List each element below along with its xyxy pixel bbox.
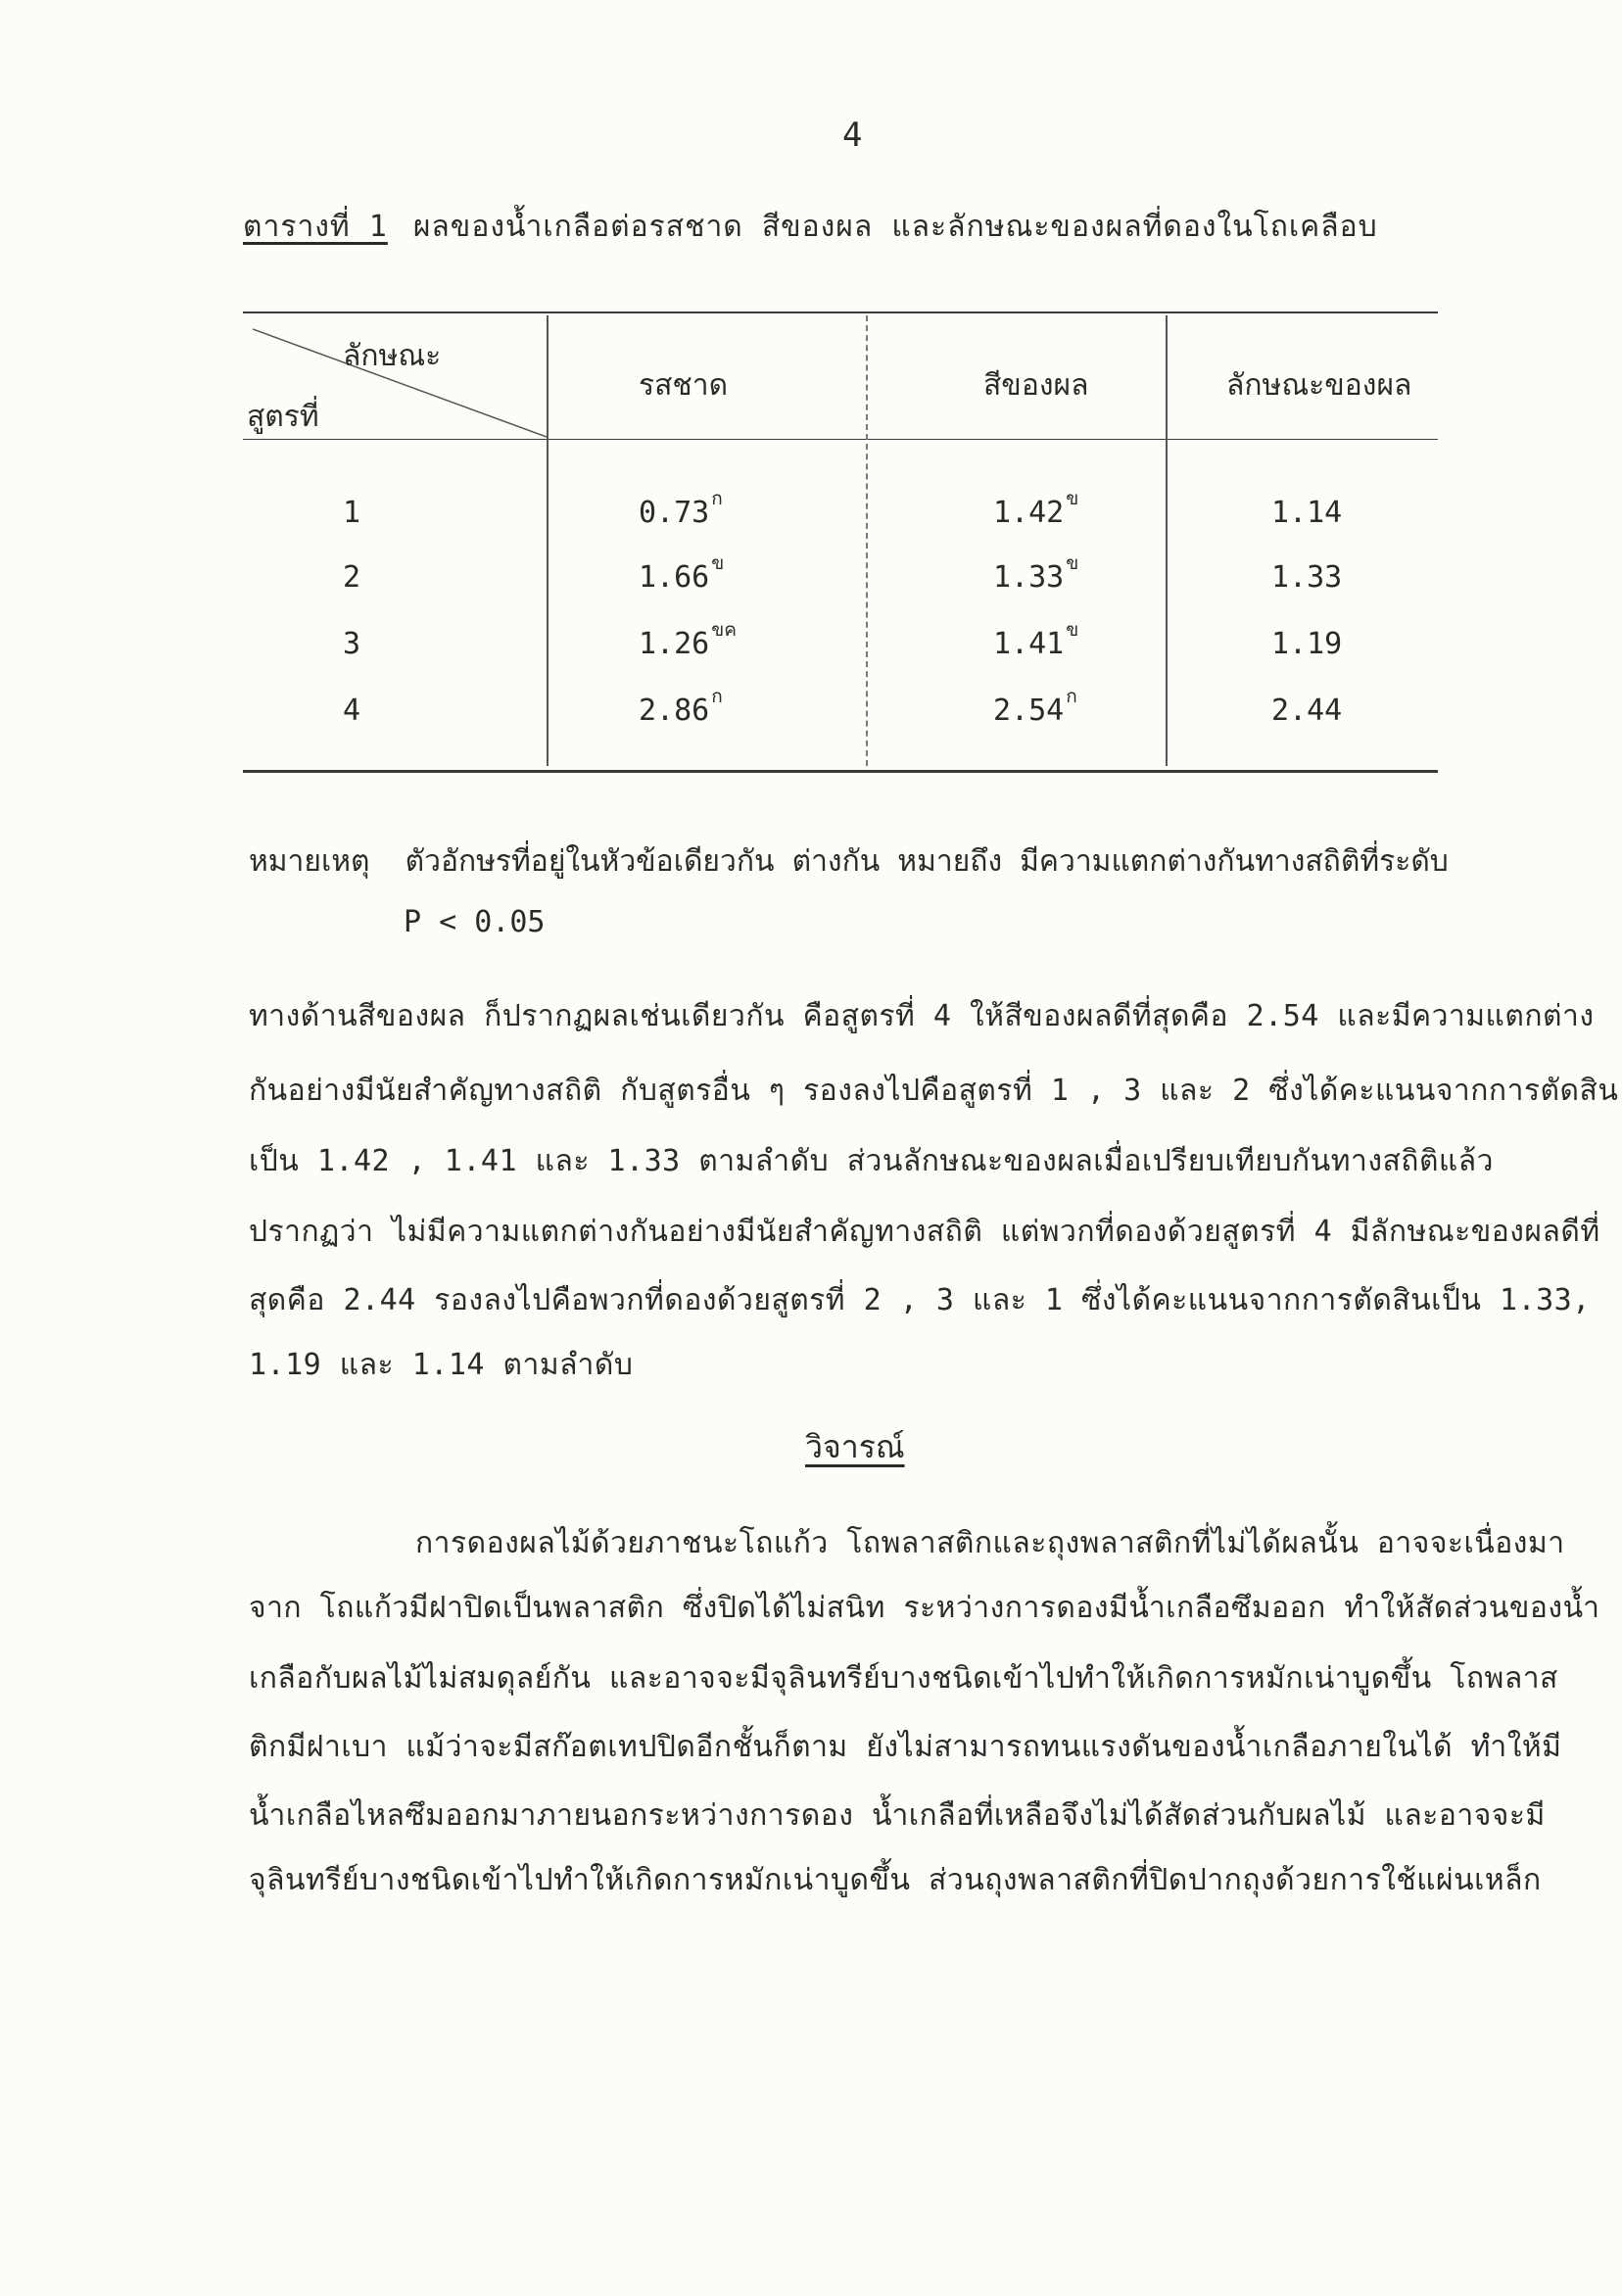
section-heading: วิจารณ์ xyxy=(805,1428,905,1465)
table-cell-taste: 2.86 $^ก$ xyxy=(639,686,723,728)
table-top-rule xyxy=(243,311,1438,313)
paragraph-line: ปรากฏว่า ไม่มีความแตกต่างกันอย่างมีนัยสำคัญทางสถิติ แต่พวกที่ดองด้วยสูตรที่ 4 มีลักษณะของผลดีที่ xyxy=(249,1215,1600,1249)
table-corner-bottom: สูตรที่ xyxy=(247,400,319,434)
significance-letter: ข xyxy=(1066,552,1079,574)
paragraph-line: 1.19 และ 1.14 ตามลำดับ xyxy=(249,1348,634,1382)
table-header-character: ลักษณะของผล xyxy=(1226,368,1412,403)
table-caption xyxy=(243,204,1378,250)
table-cell-formula: 3 xyxy=(343,627,361,661)
page-number: 4 xyxy=(842,116,863,155)
paragraph-line: จุลินทรีย์บางชนิดเข้าไปทำให้เกิดการหมักเน่าบูดขึ้น ส่วนถุงพลาสติกที่ปิดปากถุงด้วยการใช้แผ่นเหล็ก xyxy=(249,1863,1542,1897)
table-column-divider xyxy=(1166,315,1168,766)
significance-letter: ก xyxy=(711,488,723,509)
table-cell-character: 1.19 xyxy=(1271,627,1343,661)
table-cell-formula: 4 xyxy=(343,694,361,728)
table-note-value: P < 0.05 xyxy=(404,905,546,939)
significance-letter: ข xyxy=(1066,619,1079,641)
paragraph-line: การดองผลไม้ด้วยภาชนะโถแก้ว โถพลาสติกและถุงพลาสติกที่ไม่ได้ผลนั้น อาจจะเนื่องมา xyxy=(415,1526,1565,1560)
significance-letter: ข xyxy=(1066,488,1079,509)
table-header-color: สีของผล xyxy=(983,368,1089,403)
paragraph-line: เป็น 1.42 , 1.41 และ 1.33 ตามลำดับ ส่วนลักษณะของผลเมื่อเปรียบเทียบกันทางสถิติแล้ว xyxy=(249,1144,1494,1178)
significance-letter: ก xyxy=(1066,686,1077,707)
table-cell-taste: 0.73 $^ก$ xyxy=(639,488,723,530)
table-cell-taste: 1.66 $^ข$ xyxy=(639,552,725,595)
table-column-divider xyxy=(547,315,549,766)
paragraph-line: กันอย่างมีนัยสำคัญทางสถิติ กับสูตรอื่น ๆ รองลงไปคือสูตรที่ 1 , 3 และ 2 ซึ่งได้คะแนนจากการตัดสิน xyxy=(249,1074,1619,1108)
table-note xyxy=(249,838,1449,885)
table-corner-top: ลักษณะ xyxy=(343,339,442,373)
table-header-taste: รสชาด xyxy=(639,368,729,403)
paragraph-line: เกลือกับผลไม้ไม่สมดุลย์กัน และอาจจะมีจุลินทรีย์บางชนิดเข้าไปทำให้เกิดการหมักเน่าบูดขึ้น โถพลาส xyxy=(249,1661,1558,1696)
significance-letter: ข xyxy=(711,552,725,574)
paragraph-line: สุดคือ 2.44 รองลงไปคือพวกที่ดองด้วยสูตรที่ 2 , 3 และ 1 ซึ่งได้คะแนนจากการตัดสินเป็น 1.33, xyxy=(249,1283,1591,1317)
table-caption-text: ผลของน้ำเกลือต่อรสชาด สีของผล และลักษณะของผลที่ดองในโถเคลือบ xyxy=(412,210,1378,244)
paragraph-line: จาก โถแก้วมีฝาปิดเป็นพลาสติก ซึ่งปิดได้ไม่สนิท ระหว่างการดองมีน้ำเกลือซึมออก ทำให้สัดส่วนของน้ำ xyxy=(249,1591,1600,1625)
table-cell-character: 2.44 xyxy=(1271,694,1343,728)
paragraph-line: ติกมีฝาเบา แม้ว่าจะมีสก๊อตเทปปิดอีกชั้นก็ตาม ยังไม่สามารถทนแรงดันของน้ำเกลือภายในได้ ทำให้มี xyxy=(249,1730,1562,1764)
paragraph-line: น้ำเกลือไหลซึมออกมาภายนอกระหว่างการดอง น้ำเกลือที่เหลือจึงไม่ได้สัดส่วนกับผลไม้ และอาจจะมี xyxy=(249,1798,1546,1833)
table-cell-formula: 2 xyxy=(343,560,361,595)
table-note-text: ตัวอักษรที่อยู่ในหัวข้อเดียวกัน ต่างกัน หมายถึง มีความแตกต่างกันทางสถิติที่ระดับ xyxy=(405,844,1449,879)
table-cell-color: 1.42 $^ข$ xyxy=(993,488,1079,530)
significance-letter: ก xyxy=(711,686,723,707)
table-cell-color: 1.41 $^ข$ xyxy=(993,619,1079,661)
table-cell-taste: 1.26 $^{ขค}$ xyxy=(639,619,737,661)
table-note-label: หมายเหตุ xyxy=(249,844,370,879)
table-cell-color: 1.33 $^ข$ xyxy=(993,552,1079,595)
table-cell-character: 1.33 xyxy=(1271,560,1343,595)
table-cell-color: 2.54 $^ก$ xyxy=(993,686,1077,728)
table-column-divider xyxy=(866,315,868,766)
table-bottom-rule xyxy=(243,770,1438,773)
table-cell-character: 1.14 xyxy=(1271,496,1343,530)
paragraph-line: ทางด้านสีของผล ก็ปรากฏผลเช่นเดียวกัน คือสูตรที่ 4 ให้สีของผลดีที่สุดคือ 2.54 และมีความแตกต่าง xyxy=(249,999,1595,1033)
significance-letter: ขค xyxy=(711,619,737,641)
table-cell-formula: 1 xyxy=(343,496,361,530)
table-caption-label: ตารางที่ 1 xyxy=(243,210,388,244)
